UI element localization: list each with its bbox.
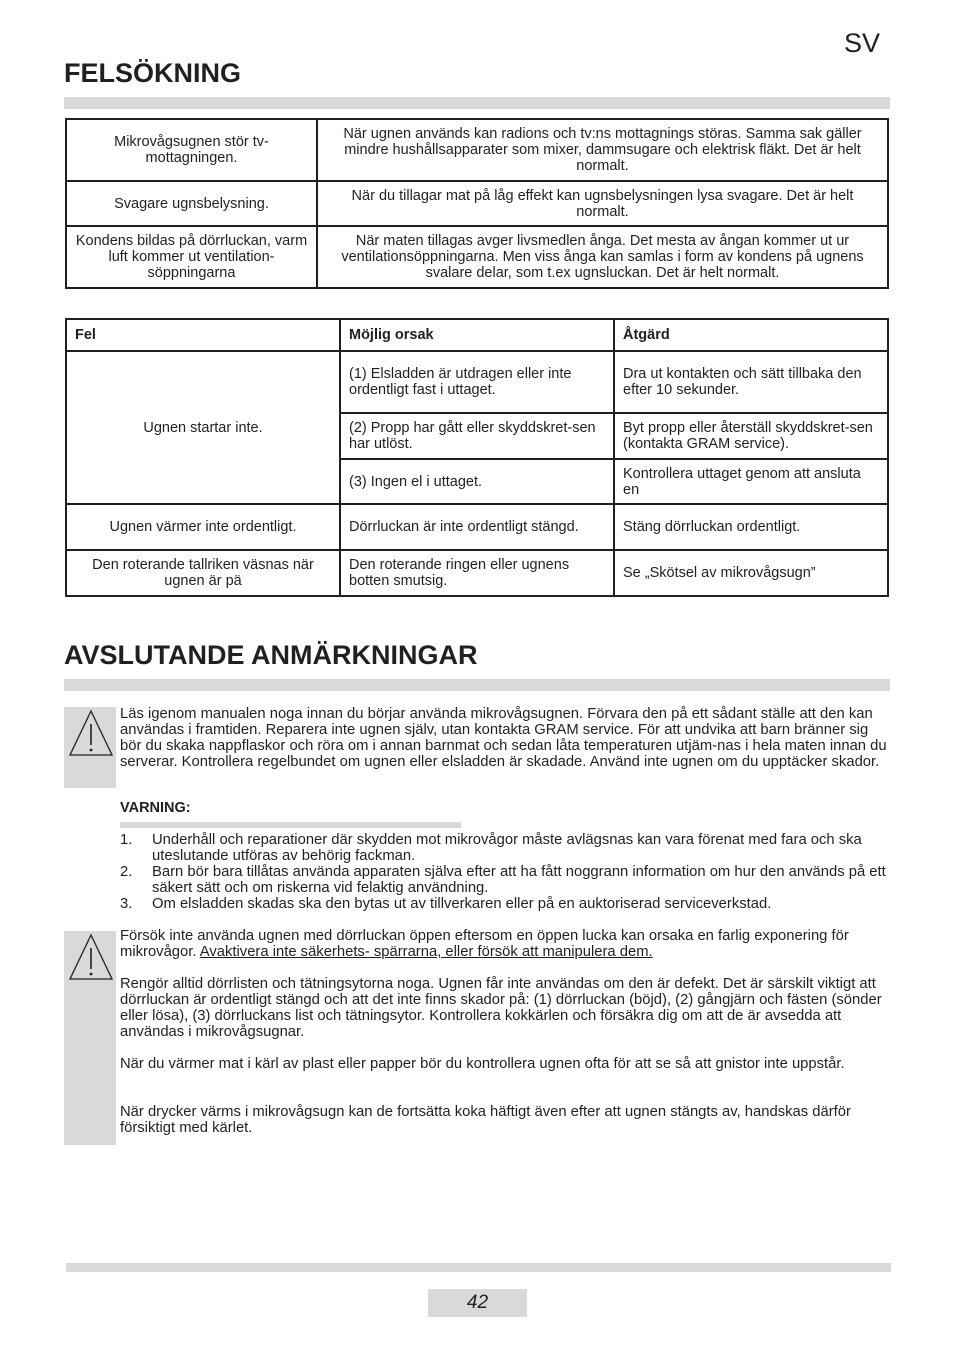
explanation-cell: När maten tillagas avger livsmedlen ånga. Det mesta av ångan kommer ut ur ventilationsöppningarna. Men viss ånga kan samlas i form av kondens på ugnens svalare delar, som t.ex ugnsluckan. Det är helt normalt. bbox=[317, 226, 888, 288]
problem-cell: Svagare ugnsbelysning. bbox=[66, 181, 317, 226]
explanation-cell: När du tillagar mat på låg effekt kan ugnsbelysningen lysa svagare. Det är helt normalt. bbox=[317, 181, 888, 226]
plastic-paragraph: När du värmer mat i kärl av plast eller papper bör du kontrollera ugnen ofta för att se så att gnistor inte uppstår. bbox=[120, 1056, 845, 1072]
door-warning-text: Försök inte använda ugnen med dörrluckan öppen eftersom en öppen lucka kan orsaka en farlig exponering för mikrovågor. bbox=[120, 928, 849, 960]
list-item bbox=[120, 864, 890, 896]
warning-divider bbox=[120, 822, 461, 828]
list-item bbox=[120, 832, 890, 864]
table-row bbox=[66, 351, 888, 413]
action-cell: Byt propp eller återställ skyddskret-sen (kontakta GRAM service). bbox=[614, 413, 888, 459]
list-number: 3. bbox=[120, 896, 133, 912]
section-title-felsokning: FELSÖKNING bbox=[64, 58, 242, 88]
warning-triangle-icon bbox=[68, 709, 114, 757]
fault-table bbox=[65, 318, 889, 597]
table-row bbox=[66, 504, 888, 550]
header-action: Åtgärd bbox=[614, 319, 888, 351]
cleaning-paragraph: Rengör alltid dörrlisten och tätningsytorna noga. Ugnen får inte användas om den är defekt. Det är särskilt viktigt att dörrluckan är ordentligt stängd och att det inte finns skador på: (1) dörrluckan (böjd), (2) gångjärn och fästen (sönder eller lösa), (3) dörrluckans list och tätningsytor. Kontrollera kokkärlen och försäkra dig om att de är avsedda att användas i mikrovågsugnar. bbox=[120, 976, 882, 1040]
section-title-avslutande: AVSLUTANDE ANMÄRKNINGAR bbox=[64, 640, 478, 670]
list-text: Underhåll och reparationer där skydden mot mikrovågor måste avlägsnas kan vara förenat med fara och ska uteslutande utföras av behörig fackman. bbox=[152, 832, 862, 864]
footer-divider bbox=[66, 1263, 891, 1272]
door-warning-underlined: Avaktivera inte säkerhets- spärrarna, eller försök att manipulera dem. bbox=[199, 944, 653, 960]
table-row bbox=[66, 119, 888, 181]
section-divider bbox=[64, 679, 890, 691]
cause-cell: (1) Elsladden är utdragen eller inte ordentligt fast i uttaget. bbox=[340, 351, 614, 413]
list-number: 2. bbox=[120, 864, 133, 880]
section-divider bbox=[64, 97, 890, 109]
problem-cell: Kondens bildas på dörrluckan, varm luft kommer ut ventilation-söppningarna bbox=[66, 226, 317, 288]
table-row bbox=[66, 550, 888, 596]
cause-cell: (3) Ingen el i uttaget. bbox=[340, 459, 614, 504]
warning-sidebar bbox=[64, 707, 116, 788]
action-cell: Dra ut kontakten och sätt tillbaka den efter 10 sekunder. bbox=[614, 351, 888, 413]
list-item bbox=[120, 896, 890, 912]
language-code: SV bbox=[843, 28, 880, 58]
list-text: Barn bör bara tillåtas använda apparaten själva efter att ha fått noggrann information om hur den används på ett säkert sätt och om riskerna vid felaktig användning. bbox=[152, 864, 886, 896]
intro-paragraph: Läs igenom manualen noga innan du börjar använda mikrovågsugnen. Förvara den på ett sådant ställe att den kan användas i framtiden. Reparera inte ugnen själv, utan kontakta GRAM service. För att undvika att barn bränner sig bör du skaka nappflaskor och röra om i annan barnmat och sedan låta temperaturen utjäm-nas i hela maten innan du serverar. Kontrollera regelbundet om ugnen eller elsladden är skadade. Använd inte ugnen om du upptäcker skador. bbox=[120, 706, 887, 770]
page-number: 42 bbox=[428, 1289, 527, 1317]
door-warning-paragraph bbox=[120, 928, 890, 960]
header-cause: Möjlig orsak bbox=[340, 319, 614, 351]
fault-cell: Ugnen startar inte. bbox=[66, 351, 340, 504]
table-row bbox=[66, 226, 888, 288]
warning-list bbox=[120, 832, 890, 912]
warning-sidebar bbox=[64, 931, 116, 1145]
warning-label: VARNING: bbox=[120, 800, 191, 816]
fault-cell: Den roterande tallriken väsnas när ugnen är pä bbox=[66, 550, 340, 596]
list-number: 1. bbox=[120, 832, 133, 848]
warning-triangle-icon bbox=[68, 933, 114, 981]
cause-cell: Dörrluckan är inte ordentligt stängd. bbox=[340, 504, 614, 550]
cause-cell: (2) Propp har gått eller skyddskret-sen har utlöst. bbox=[340, 413, 614, 459]
header-fault: Fel bbox=[66, 319, 340, 351]
fault-cell: Ugnen värmer inte ordentligt. bbox=[66, 504, 340, 550]
action-cell: Kontrollera uttaget genom att ansluta en bbox=[614, 459, 888, 504]
drinks-paragraph: När drycker värms i mikrovågsugn kan de fortsätta koka häftigt även efter att ugnen stängts av, handskas därför försiktigt med kärlet. bbox=[120, 1104, 851, 1136]
action-cell: Se „Skötsel av mikrovågsugn” bbox=[614, 550, 888, 596]
table-header-row bbox=[66, 319, 888, 351]
cause-cell: Den roterande ringen eller ugnens botten smutsig. bbox=[340, 550, 614, 596]
problem-cell: Mikrovågsugnen stör tv-mottagningen. bbox=[66, 119, 317, 181]
table-row bbox=[66, 181, 888, 226]
action-cell: Stäng dörrluckan ordentligt. bbox=[614, 504, 888, 550]
list-text: Om elsladden skadas ska den bytas ut av tillverkaren eller på en auktoriserad serviceverkstad. bbox=[152, 896, 772, 912]
explanation-cell: När ugnen används kan radions och tv:ns mottagnings störas. Samma sak gäller mindre hushållsapparater som mixer, dammsugare och elektrisk fläkt. Det är helt normalt. bbox=[317, 119, 888, 181]
info-table bbox=[65, 118, 889, 289]
